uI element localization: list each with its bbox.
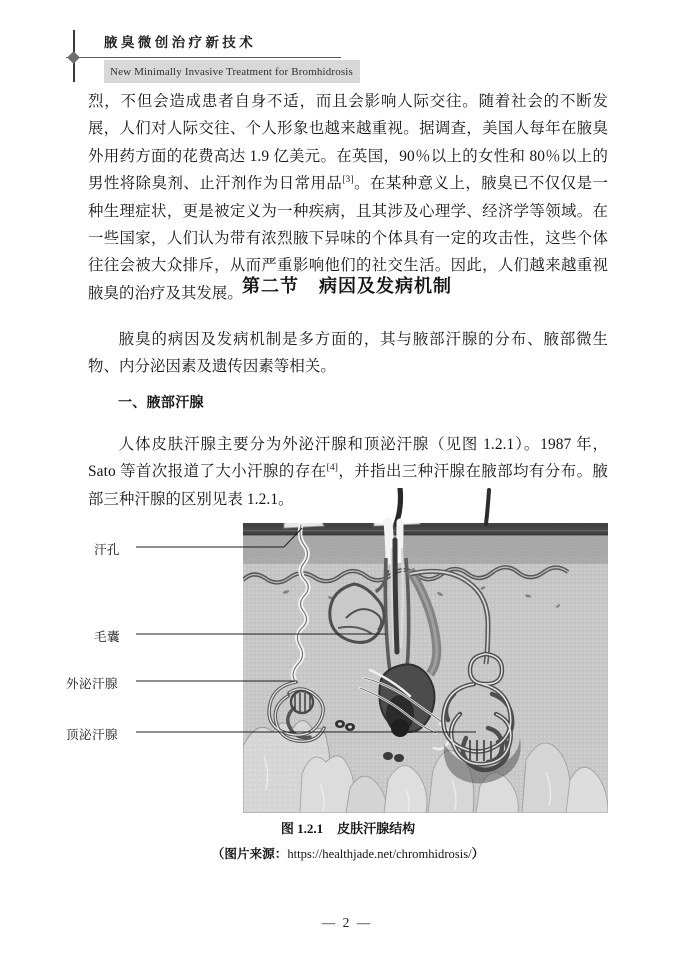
citation-4: [4] bbox=[326, 463, 338, 474]
glands-paragraph-text-2: ，并指出三种汗腺在腋部均有分布。腋部三种汗腺的区别见表 1.2.1。 bbox=[88, 463, 609, 508]
section-title: 病因及发病机制 bbox=[319, 276, 452, 297]
glands-paragraph-text-1: 人体皮肤汗腺主要分为外泌汗腺和顶泌汗腺（见图 1.2.1）。1987 年，Sato 等首次报道了大小汗腺的存在 bbox=[88, 436, 608, 481]
figure-caption-number: 图 1.2.1 bbox=[280, 821, 324, 836]
header-diamond-marker bbox=[67, 51, 80, 64]
figure-caption-title: 皮肤汗腺结构 bbox=[337, 821, 416, 836]
section-number: 第二节 bbox=[242, 276, 299, 297]
figure-label-apocrine-gland: 顶泌汗腺 bbox=[66, 728, 118, 742]
figure-source-suffix: ） bbox=[471, 847, 485, 861]
cause-paragraph: 腋臭的病因及发病机制是多方面的，其与腋部汗腺的分布、腋部微生物、内分泌因素及遗传因素等相关。 bbox=[88, 331, 608, 376]
figure-label-hair-follicle: 毛囊 bbox=[94, 630, 120, 644]
header-title-english: New Minimally Invasive Treatment for Bromhidrosis bbox=[110, 66, 353, 78]
citation-3: [3] bbox=[342, 175, 354, 186]
cause-paragraph-block bbox=[88, 326, 608, 381]
figure-label-sweat-pore: 汗孔 bbox=[94, 543, 120, 557]
section-heading bbox=[0, 272, 694, 298]
opening-paragraph-text-1: 烈，不但会造成患者自身不适，而且会影响人际交往。随着社会的不断发展，人们对人际交往、个人形象也越来越重视。据调查，美国人每年在腋臭外用药方面的花费高达 1.9 亿美元。在英国，90％以上的女性和 80％以上的男性将除臭剂、止汗剂作为日常用品 bbox=[88, 93, 608, 193]
running-header bbox=[66, 30, 626, 82]
skin-sweat-gland-illustration bbox=[88, 488, 608, 813]
header-title-chinese: 腋臭微创治疗新技术 bbox=[104, 35, 257, 51]
header-subtitle-box bbox=[104, 60, 360, 83]
header-horizontal-rule bbox=[66, 57, 341, 58]
figure-source bbox=[88, 843, 608, 862]
subsection-heading: 一、腋部汗腺 bbox=[118, 395, 204, 411]
figure-source-prefix: （图片来源： bbox=[211, 847, 288, 861]
page-number: — 2 — bbox=[321, 915, 373, 930]
figure-source-url: https://healthjade.net/chromhidrosis/ bbox=[287, 847, 472, 861]
figure-1-2-1 bbox=[66, 488, 608, 868]
figure-caption bbox=[88, 818, 608, 837]
figure-label-eccrine-gland: 外泌汗腺 bbox=[66, 677, 118, 691]
opening-paragraph-text-2: 。在某种意义上，腋臭已不仅仅是一种生理症状，更是被定义为一种疾病，且其涉及心理学、经济学等领域。在一些国家，人们认为带有浓烈腋下异味的个体具有一定的攻击性，这些个体往往会被大众排斥，从而严重影响他们的社交生活。因此，人们越来越重视腋臭的治疗及其发展。 bbox=[88, 175, 608, 302]
